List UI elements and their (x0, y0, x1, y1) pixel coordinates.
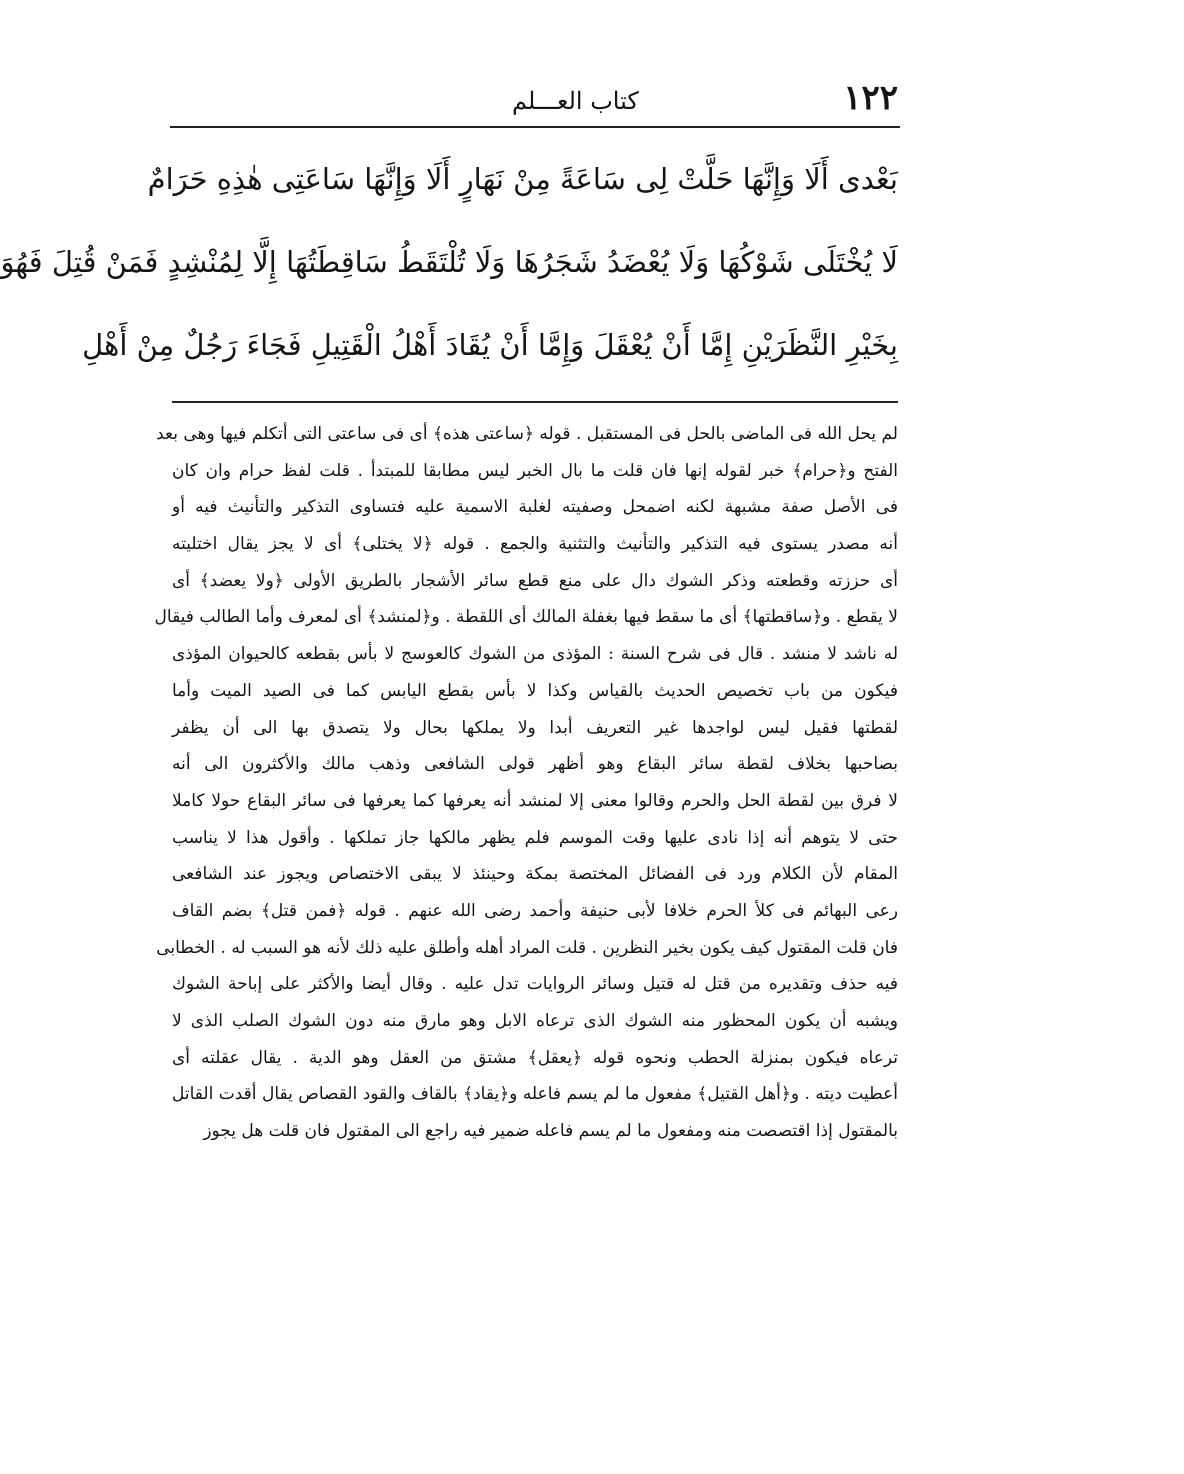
separator-rule (172, 401, 898, 403)
commentary-line: أنه مصدر يستوى فيه التذكير والتأنيث والتثنية والجمع . قوله ﴿لا يختلى﴾ أى لا يجز يقال اختليته (172, 534, 898, 555)
commentary-line: فيكون من باب تخصيص الحديث بالقياس وكذا لا بأس بقطع اليابس كما فى الصيد الميت وأما (172, 680, 898, 701)
commentary-line: فان قلت المقتول كيف يكون بخير النظرين . قلت المراد أهله وأطلق عليه ذلك لأنه هو السبب له . الخطابى (156, 937, 898, 958)
commentary-line: بالمقتول إذا اقتصصت منه ومفعول ما لم يسم فاعله ضمير فيه راجع الى المقتول فان قلت هل يجوز (203, 1121, 898, 1142)
commentary-line: لم يحل الله فى الماضى بالحل فى المستقبل . قوله ﴿ساعتى هذه﴾ أى فى ساعتى التى أتكلم فيها وهى بعد (156, 424, 898, 444)
commentary-line: لا يقطع . و﴿ساقطتها﴾ أى ما سقط فيها بغفلة المالك أى اللقطة . و﴿لمنشد﴾ أى لمعرف وأما الطالب فيقال (154, 607, 898, 628)
page-number: ١٢٢ (843, 78, 898, 118)
hadith-text (0, 138, 898, 388)
commentary-line: لقطتها فقيل ليس لواجدها غير التعريف أبدا ولا يملكها بحال ولا يتصدق بها الى أن يظفر (172, 717, 898, 738)
commentary-line: فى الأصل صفة مشبهة لكنه اضمحل وصفيته لغلبة الاسمية عليه فتساوى التذكير والتأنيث فيه أو (172, 497, 898, 518)
commentary-line: بصاحبها بخلاف لقطة سائر البقاع وهو أظهر قولى الشافعى وذهب مالك والأكثرون الى أنه (172, 754, 898, 775)
commentary-line: الفتح و﴿حرام﴾ خبر لقوله إنها فان قلت ما بال الخبر ليس مطابقا للمبتدأ . قلت لفظ حرام وان كان (172, 460, 898, 481)
commentary-line: ويشبه أن يكون المحظور منه الشوك الذى ترعاه الابل وهو مارق منه دون الشوك الصلب الذى لا (172, 1011, 898, 1031)
running-title: كتاب العـــلم (512, 87, 639, 115)
commentary-line: أى حززته وقطعته وذكر الشوك دال على منع قطع سائر الأشجار بالطريق الأولى ﴿ولا يعضد﴾ أى (172, 570, 898, 591)
commentary-line: ترعاه فيكون بمنزلة الحطب ونحوه قوله ﴿يعقل﴾ مشتق من العقل وهو الدية . يقال عقلته أى (172, 1047, 898, 1068)
hadith-line: لَا يُخْتَلَى شَوْكُهَا وَلَا يُعْضَدُ شَجَرُهَا وَلَا تُلْتَقَطُ سَاقِطَتُهَا إِلَّا لِمُنْشِدٍ فَمَنْ قُتِلَ فَهُوَ (0, 245, 898, 279)
commentary-line: أعطيت ديته . و﴿أهل القتيل﴾ مفعول ما لم يسم فاعله و﴿يقاد﴾ بالقاف والقود القصاص يقال أقدت القاتل (172, 1084, 898, 1105)
commentary-line: لا فرق بين لقطة الحل والحرم وقالوا معنى إلا لمنشد أنه يعرفها كما يعرفها فى سائر البقاع حولا كاملا (172, 790, 898, 811)
commentary-line: رعى البهائم فى كلأ الحرم خلافا لأبى حنيفة وأحمد رضى الله عنهم . قوله ﴿فمن قتل﴾ بضم القاف (172, 900, 898, 921)
commentary-line: حتى لا يتوهم أنه إذا نادى عليها وقت الموسم فلم يظهر مالكها جاز تملكها . وأقول هذا لا يناسب (172, 827, 898, 848)
commentary-text (154, 416, 898, 1296)
page-header (172, 74, 898, 124)
hadith-line: بِخَيْرِ النَّظَرَيْنِ إِمَّا أَنْ يُعْقَلَ وَإِمَّا أَنْ يُقَادَ أَهْلُ الْقَتِيلِ فَجَاءَ رَجُلٌ مِنْ أَهْلِ (82, 328, 898, 362)
commentary-line: فيه حذف وتقديره من قتل له قتيل وسائر الروايات تدل عليه . وقال أيضا والأكثر على إباحة الشوك (172, 974, 898, 995)
hadith-line: بَعْدى أَلَا وَإِنَّهَا حَلَّتْ لِى سَاعَةً مِنْ نَهَارٍ أَلَا وَإِنَّهَا سَاعَتِى هٰذِهِ حَرَامٌ (147, 162, 898, 196)
header-rule (170, 126, 900, 128)
commentary-line: المقام لأن الكلام ورد فى الفضائل المختصة بمكة وحينئذ لا يبقى الاختصاص ويجوز عند الشافعى (172, 864, 898, 885)
commentary-line: له ناشد لا منشد . قال فى شرح السنة : المؤذى من الشوك كالعوسج لا بأس بقطعه كالحيوان المؤذى (172, 644, 898, 665)
